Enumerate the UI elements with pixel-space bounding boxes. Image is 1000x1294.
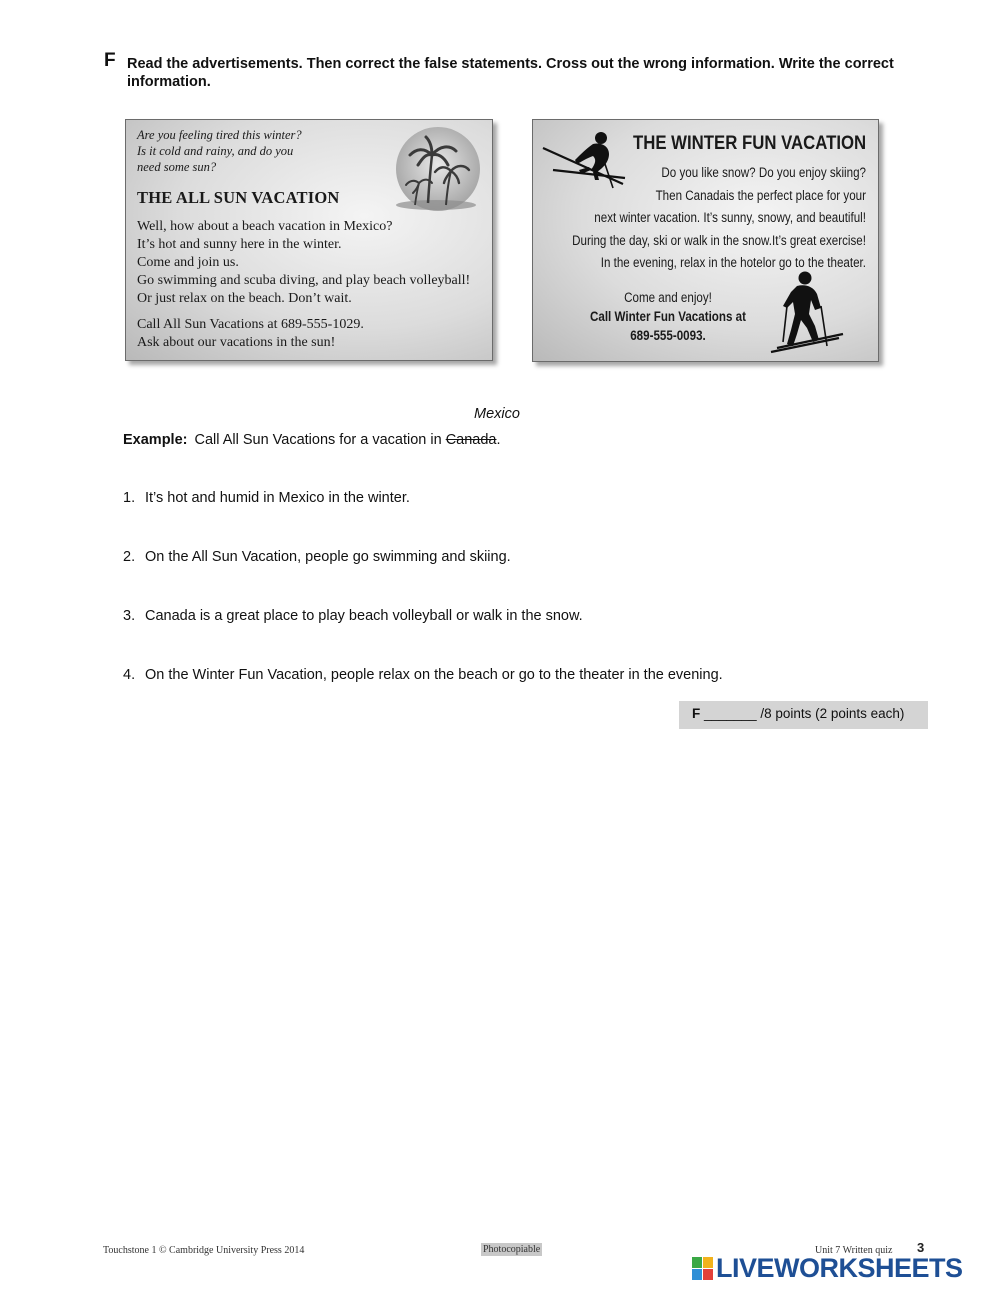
question-1 (123, 490, 410, 506)
liveworksheets-logo[interactable] (692, 1253, 988, 1283)
ad-winter-cta (561, 288, 776, 345)
question-text[interactable]: On the Winter Fun Vacation, people relax on the beach or go to the theater in the evening. (145, 667, 723, 683)
ad-winter-fun-vacation (532, 119, 879, 362)
cta-line-1: Come and enjoy! (624, 290, 712, 305)
example-label: Example: (123, 432, 188, 448)
page-number: 3 (917, 1240, 925, 1255)
example-correction: Mexico (474, 406, 520, 422)
instructions: Read the advertisements. Then correct the false statements. Cross out the wrong information. Write the correct information. (127, 56, 894, 90)
score-blank: _______ (704, 706, 757, 721)
example-text-before: Call All Sun Vacations for a vacation in (194, 432, 446, 448)
ad-sun-title: THE ALL SUN VACATION (137, 188, 340, 207)
example-sentence (123, 432, 501, 448)
ad-sun-body: Well, how about a beach vacation in Mexico? It’s hot and sunny here in the winter. Come and join us. Go swimming and scuba diving, and play beach volleyball! Or just relax on the beach. Don’t wait. (137, 219, 471, 306)
question-text[interactable]: Canada is a great place to play beach volleyball or walk in the snow. (145, 608, 583, 624)
question-2 (123, 549, 511, 565)
ad-winter-body: Do you like snow? Do you enjoy skiing? Then Canadais the perfect place for your next winter vacation. It’s sunny, snowy, and beautiful! During the day, ski or walk in the snow.It’s great exercise! In the evening, relax in the hotelor go to the theater. (572, 165, 866, 270)
question-3 (123, 608, 583, 624)
section-letter: F (104, 50, 116, 71)
ad-sun-call: Call All Sun Vacations at 689-555-1029. Ask about our vacations in the sun! (137, 317, 364, 350)
score-letter: F (692, 706, 701, 721)
palm-trees-icon (388, 125, 486, 217)
footer-photocopiable: Photocopiable (483, 1244, 541, 1255)
question-text[interactable]: On the All Sun Vacation, people go swimming and skiing. (145, 549, 511, 565)
example-text-after: . (496, 432, 501, 448)
cta-line-2: Call Winter Fun Vacations at (589, 309, 747, 324)
question-number: 3. (123, 608, 136, 624)
cta-line-3: 689-555-0093. (630, 328, 706, 343)
skier-standing-icon (769, 268, 845, 356)
question-4 (123, 667, 723, 683)
score-box (679, 701, 928, 729)
ad-all-sun-vacation (125, 119, 493, 361)
ad-sun-teaser: Are you feeling tired this winter? Is it cold and rainy, and do you need some sun? (137, 128, 302, 174)
ad-winter-title: THE WINTER FUN VACATION (632, 132, 866, 154)
question-number: 2. (123, 549, 136, 565)
question-number: 4. (123, 667, 136, 683)
question-text[interactable]: It’s hot and humid in Mexico in the winter. (145, 490, 410, 506)
example-struck-word: Canada (445, 432, 497, 448)
score-text: /8 points (2 points each) (760, 706, 905, 721)
footer-unit: Unit 7 Written quiz (815, 1245, 893, 1256)
footer-copyright: Touchstone 1 © Cambridge University Press 2014 (103, 1245, 305, 1256)
logo-text: LIVEWORKSHEETS (716, 1253, 963, 1283)
logo-blocks-icon (692, 1257, 714, 1281)
question-number: 1. (123, 490, 136, 506)
